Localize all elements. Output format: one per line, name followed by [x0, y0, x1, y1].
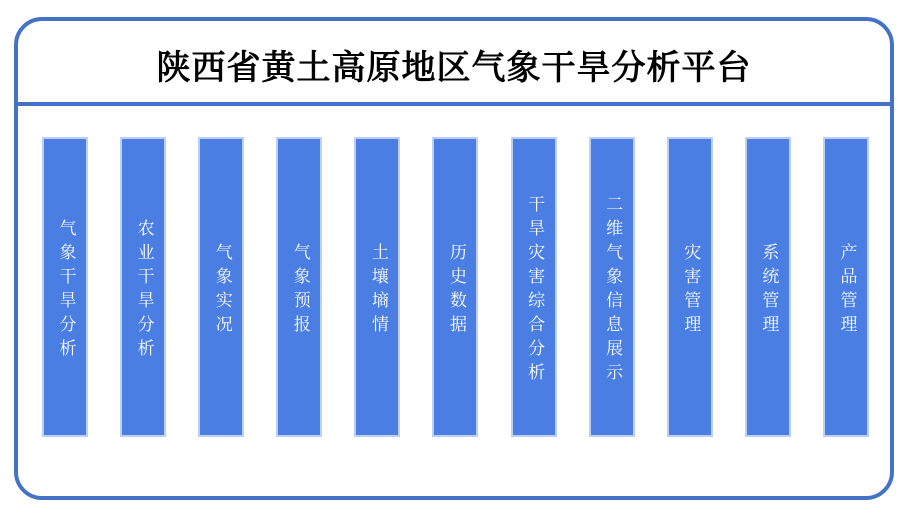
- module-bar: [511, 137, 557, 437]
- title-section: [18, 21, 890, 106]
- module-bar-label: 二维气象信息展示: [602, 194, 623, 387]
- module-bar: [667, 137, 713, 437]
- page-title: 陕西省黄土高原地区气象干旱分析平台: [156, 48, 752, 88]
- module-bar-label: 灾害管理: [680, 242, 701, 339]
- module-bar: [432, 137, 478, 437]
- module-bar-label: 气象干旱分析: [55, 218, 76, 363]
- module-bar: [42, 137, 88, 437]
- module-bar-label: 土壤墒情: [367, 242, 388, 339]
- module-bar-label: 农业干旱分析: [133, 218, 154, 363]
- module-bar-label: 历史数据: [445, 242, 466, 339]
- module-bar-label: 气象预报: [289, 242, 310, 339]
- module-bar: [354, 137, 400, 437]
- module-bar-label: 系统管理: [758, 242, 779, 339]
- module-bar: [120, 137, 166, 437]
- module-bar: [745, 137, 791, 437]
- module-bar: [198, 137, 244, 437]
- module-bar: [823, 137, 869, 437]
- module-bar-label: 产品管理: [836, 242, 857, 339]
- module-bar-label: 干旱灾害综合分析: [524, 194, 545, 387]
- module-bar-label: 气象实况: [211, 242, 232, 339]
- module-bar: [276, 137, 322, 437]
- module-bar: [589, 137, 635, 437]
- platform-frame: [14, 17, 894, 500]
- module-bars: [42, 137, 869, 437]
